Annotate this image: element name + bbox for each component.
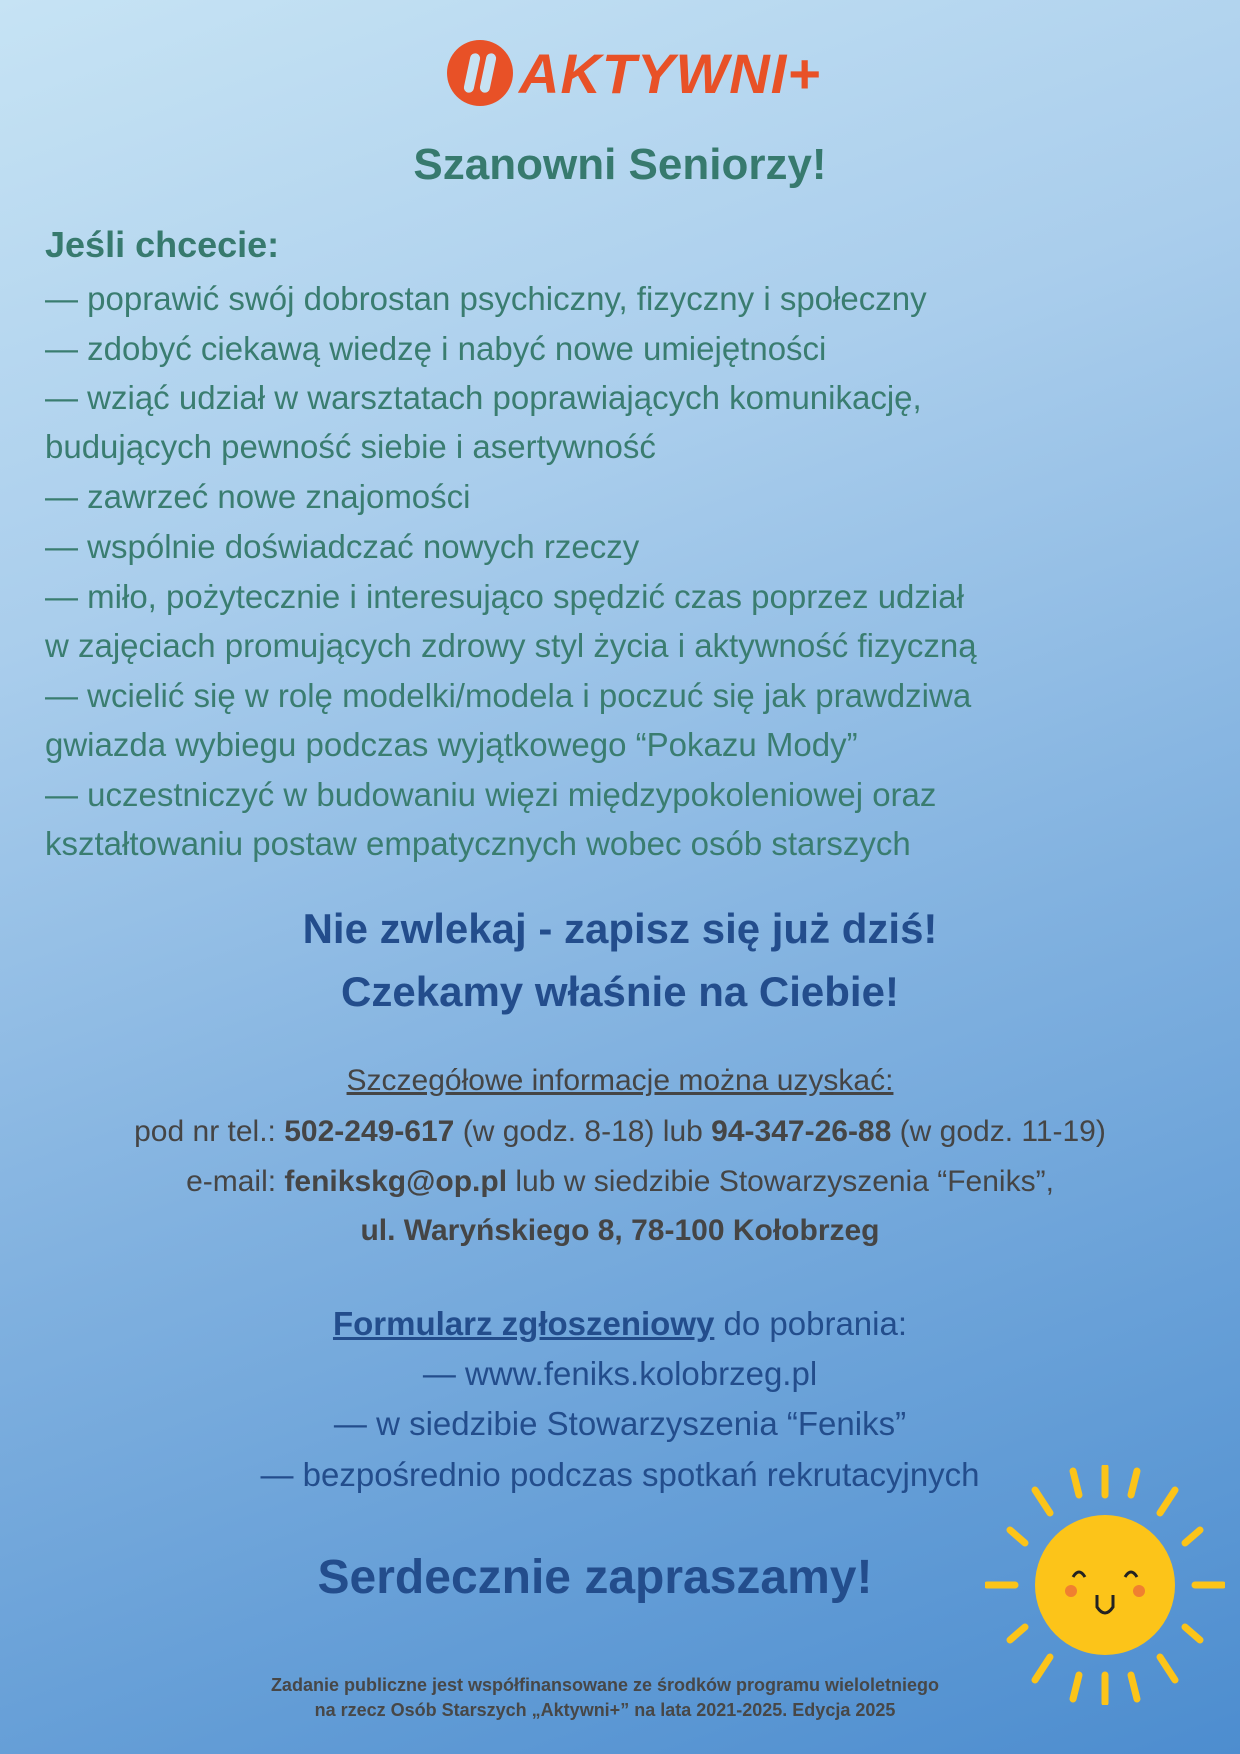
list-item: — zdobyć ciekawą wiedzę i nabyć nowe umiejętności [45, 330, 827, 367]
aktywni-logo [447, 40, 821, 106]
list-item: — uczestniczyć w budowaniu więzi międzypokoleniowej oraz [45, 776, 937, 813]
form-option: — w siedzibie Stowarzyszenia “Feniks” [333, 1405, 907, 1442]
form-line [0, 1305, 1240, 1343]
list-item: — wcielić się w rolę modelki/modela i poczuć się jak prawdziwa [45, 677, 972, 714]
cta-line-2: Czekamy właśnie na Ciebie! [341, 968, 899, 1015]
cta-line-1: Nie zwlekaj - zapisz się już dziś! [302, 905, 938, 952]
form-link[interactable]: Formularz zgłoszeniowy [332, 1305, 715, 1342]
list-item: — wziąć udział w warsztatach poprawiających komunikację, [45, 379, 922, 416]
closing-text: Serdecznie zapraszamy! [317, 1551, 873, 1604]
phone-2[interactable]: 94-347-26-88 [711, 1115, 892, 1148]
phone-line [0, 1115, 1240, 1149]
list-item: w zajęciach promujących zdrowy styl życia i aktywność fizyczną [45, 627, 977, 664]
form-suffix: do pobrania: [714, 1305, 908, 1342]
footer-line-1: Zadanie publiczne jest współfinansowane ze środków programu wieloletniego [270, 1675, 940, 1695]
runners-icon [447, 40, 513, 106]
form-option: — bezpośrednio podczas spotkań rekrutacyjnych [260, 1456, 980, 1493]
info-heading-text: Szczegółowe informacje można uzyskać: [346, 1064, 894, 1097]
list-item: gwiazda wybiegu podczas wyjątkowego “Pokazu Mody” [45, 726, 858, 763]
list-item: — miło, pożytecznie i interesująco spędzić czas poprzez udział [45, 578, 964, 615]
email-line [0, 1165, 1240, 1199]
info-heading [0, 1064, 1240, 1098]
list-item: — wspólnie doświadczać nowych rzeczy [45, 528, 640, 565]
phone-1[interactable]: 502-249-617 [284, 1115, 455, 1148]
email-suffix: lub w siedzibie Stowarzyszenia “Feniks”, [507, 1165, 1054, 1198]
list-item: kształtowaniu postaw empatycznych wobec osób starszych [45, 825, 911, 862]
list-heading: Jeśli chcecie: [45, 224, 280, 265]
address: ul. Waryńskiego 8, 78-100 Kołobrzeg [360, 1214, 880, 1247]
phone-prefix: pod nr tel.: [134, 1115, 285, 1148]
list-item: budujących pewność siebie i asertywność [45, 428, 656, 465]
smiling-sun-icon [985, 1465, 1225, 1705]
page-title: Szanowni Seniorzy! [413, 140, 827, 189]
email-link[interactable]: fenikskg@op.pl [284, 1165, 508, 1198]
list-item: — poprawić swój dobrostan psychiczny, fizyczny i społeczny [45, 280, 927, 317]
logo-text: AKTYWNI+ [519, 41, 821, 105]
footer-line-2: na rzecz Osób Starszych „Aktywni+” na lata 2021-2025. Edycja 2025 [314, 1700, 896, 1720]
list-item: — zawrzeć nowe znajomości [45, 478, 471, 515]
phone-2-hours: (w godz. 11-19) [891, 1115, 1106, 1148]
address-line [0, 1214, 1240, 1248]
form-option[interactable]: — www.feniks.kolobrzeg.pl [422, 1355, 818, 1392]
phone-1-hours: (w godz. 8-18) lub [454, 1115, 712, 1148]
email-prefix: e-mail: [186, 1165, 285, 1198]
